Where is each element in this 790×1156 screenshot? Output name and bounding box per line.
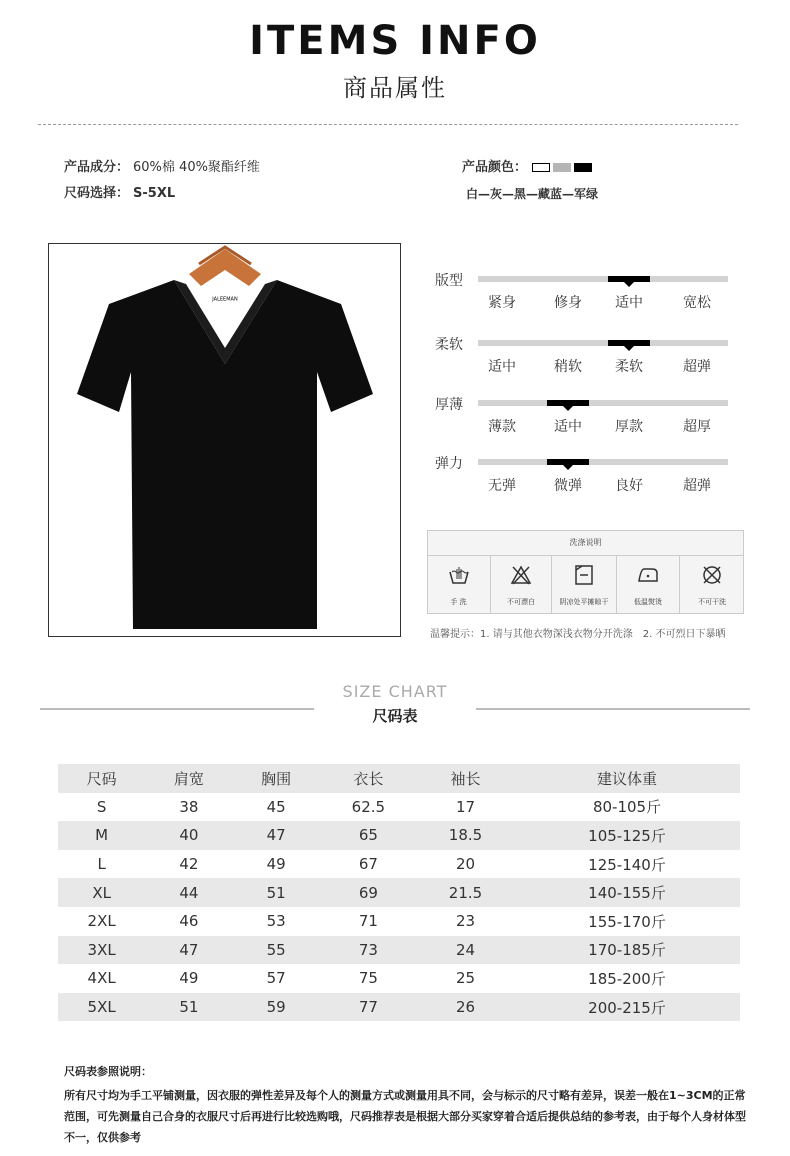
table-cell: 51: [145, 993, 232, 1022]
column-header: 肩宽: [145, 764, 232, 793]
table-row: [58, 793, 740, 822]
table-header-row: [58, 764, 740, 793]
table-cell: 170-185斤: [514, 936, 740, 965]
page-subtitle: 商品属性: [343, 74, 447, 102]
table-cell: 59: [233, 993, 320, 1022]
low-iron-icon: [637, 564, 659, 586]
no-tumble-dry-icon: [701, 564, 723, 586]
product-image: [48, 243, 401, 637]
table-cell: 77: [320, 993, 417, 1022]
fit-scale-option: 良好: [615, 478, 643, 494]
table-cell: 80-105斤: [592, 798, 662, 817]
color-names: 白—灰—黑—藏蓝—军绿: [466, 187, 599, 201]
table-cell: 49: [266, 855, 286, 874]
fit-scale-track: [478, 276, 728, 282]
tshirt-illustration: [49, 244, 400, 636]
color-row: [462, 156, 595, 175]
swatch-gray: [553, 163, 571, 172]
care-title: 洗涤说明: [427, 530, 744, 556]
column-header: 尺码: [58, 764, 145, 793]
no-bleach-icon: [510, 564, 532, 586]
page-title: ITEMS INFO: [249, 18, 541, 64]
fit-scale-option: 修身: [554, 295, 582, 311]
table-cell: 21.5: [417, 878, 514, 907]
table-cell: 44: [145, 878, 232, 907]
size-table: [58, 764, 740, 1021]
table-cell: 46: [179, 912, 199, 931]
fit-scale-option: 适中: [488, 359, 516, 375]
care-label: 不可干洗: [698, 598, 726, 606]
fit-scale-track: [478, 340, 728, 346]
fit-scale-option: 无弹: [488, 478, 516, 494]
table-cell: 23: [455, 912, 476, 931]
table-cell: 51: [233, 878, 320, 907]
table-cell: 53: [266, 912, 286, 931]
notes-title: 尺码表参照说明：: [64, 1065, 152, 1078]
column-header: 袖长: [417, 764, 514, 793]
care-item-no-tumble: [680, 556, 744, 614]
fit-scale-track: [478, 400, 728, 406]
fit-scale-option: 宽松: [683, 295, 711, 311]
swatch-black: [574, 163, 592, 172]
fit-scale-label: 版型: [435, 273, 463, 289]
fit-scale-pointer: [563, 465, 573, 470]
composition-row: [64, 156, 260, 175]
care-label: 低温熨烫: [634, 598, 662, 606]
table-cell: 2XL: [87, 912, 116, 931]
table-row: [58, 907, 740, 936]
care-label: 阴凉处平摊晾干: [559, 598, 609, 606]
table-cell: 75: [358, 969, 378, 988]
fit-scale-label: 柔软: [435, 337, 463, 353]
fit-scale-option: 超弹: [683, 478, 711, 494]
fit-scale-label: 厚薄: [435, 397, 463, 413]
care-label: 手 洗: [450, 598, 467, 606]
size-value: S-5XL: [133, 186, 176, 201]
color-label: 产品颜色：: [462, 160, 528, 175]
column-header: 建议体重: [514, 764, 740, 793]
table-row: [58, 850, 740, 879]
fit-scale-pointer: [624, 346, 634, 351]
table-cell: 62.5: [351, 797, 386, 816]
swatch-white: [532, 163, 550, 172]
size-row: [64, 182, 175, 201]
table-cell: 4XL: [87, 969, 116, 988]
table-cell: 3XL: [58, 936, 145, 965]
table-row: [58, 878, 740, 907]
table-cell: 140-155斤: [514, 878, 740, 907]
fit-scale-option: 适中: [554, 419, 582, 435]
size-label: 尺码选择：: [64, 186, 130, 201]
fit-scale-option: 稍软: [554, 359, 582, 375]
fit-scale-track: [478, 459, 728, 465]
table-cell: 26: [417, 993, 514, 1022]
table-row: [58, 821, 740, 850]
notes-body: 所有尺寸均为手工平铺测量，因衣服的弹性差异及每个人的测量方式或测量用具不同，会与标示的尺寸略有差异，误差一般在1~3CM的正常范围，可先测量自己合身的衣服尺寸后再进行比较选购哦，尺码推荐表是根据大部分买家穿着合适后提供总结的参考表，由于每个人身材体型不一，仅供参考: [64, 1089, 746, 1144]
table-cell: 42: [179, 855, 199, 874]
table-cell: 73: [320, 936, 417, 965]
table-row: [58, 964, 740, 993]
composition-value: 60%棉 40%聚酯纤维: [133, 160, 260, 175]
divider: [38, 124, 738, 125]
fit-scale-label: 弹力: [435, 456, 463, 472]
size-chart-title-en: SIZE CHART: [342, 682, 448, 701]
column-header: 衣长: [320, 764, 417, 793]
table-cell: 69: [320, 878, 417, 907]
table-row: [58, 936, 740, 965]
table-cell: 155-170斤: [588, 912, 666, 931]
care-item-no-bleach: [491, 556, 552, 614]
care-tip: 温馨提示：1. 请与其他衣物深浅衣物分开洗涤 2. 不可烈日下暴晒: [430, 629, 726, 640]
table-cell: 185-200斤: [588, 969, 666, 988]
table-cell: 49: [179, 969, 199, 988]
fit-scale-option: 紧身: [488, 295, 516, 311]
table-cell: 38: [179, 797, 199, 816]
table-cell: L: [97, 855, 106, 874]
table-cell: 40: [145, 821, 232, 850]
fit-scale-option: 超厚: [683, 419, 711, 435]
column-header: 胸围: [233, 764, 320, 793]
fit-scale-pointer: [624, 282, 634, 287]
size-chart-title-cn: 尺码表: [372, 707, 418, 725]
table-cell: 25: [455, 969, 476, 988]
table-cell: 57: [266, 969, 286, 988]
line-dry-shade-icon: [573, 564, 595, 586]
table-cell: 47: [233, 821, 320, 850]
care-label: 不可漂白: [507, 598, 535, 606]
fit-scale-option: 超弹: [683, 359, 711, 375]
fit-scale-pointer: [563, 406, 573, 411]
table-cell: 125-140斤: [588, 855, 666, 874]
composition-label: 产品成分：: [64, 160, 130, 175]
table-cell: 71: [358, 912, 378, 931]
table-cell: 18.5: [417, 821, 514, 850]
table-cell: XL: [58, 878, 145, 907]
hand-wash-icon: [448, 564, 470, 586]
table-cell: 105-125斤: [514, 821, 740, 850]
fit-scale-option: 柔软: [615, 359, 643, 375]
fit-scale-option: 微弹: [554, 478, 582, 494]
fit-scale-option: 薄款: [488, 419, 516, 435]
table-cell: S: [96, 797, 107, 816]
brand-tag: JALEEMAN: [212, 296, 238, 303]
care-item-low-iron: [617, 556, 680, 614]
table-cell: 45: [266, 797, 286, 816]
fit-scale-option: 厚款: [615, 419, 643, 435]
table-cell: 47: [145, 936, 232, 965]
table-cell: 17: [455, 797, 476, 816]
table-cell: 65: [320, 821, 417, 850]
table-cell: 5XL: [58, 993, 145, 1022]
table-cell: 20: [455, 855, 476, 874]
table-cell: M: [58, 821, 145, 850]
table-row: [58, 993, 740, 1022]
table-cell: 55: [233, 936, 320, 965]
care-item-hand-wash: [427, 556, 491, 614]
care-item-line-dry: [552, 556, 617, 614]
fit-scale-option: 适中: [615, 295, 643, 311]
table-cell: 67: [358, 855, 378, 874]
table-cell: 200-215斤: [514, 993, 740, 1022]
table-cell: 24: [417, 936, 514, 965]
